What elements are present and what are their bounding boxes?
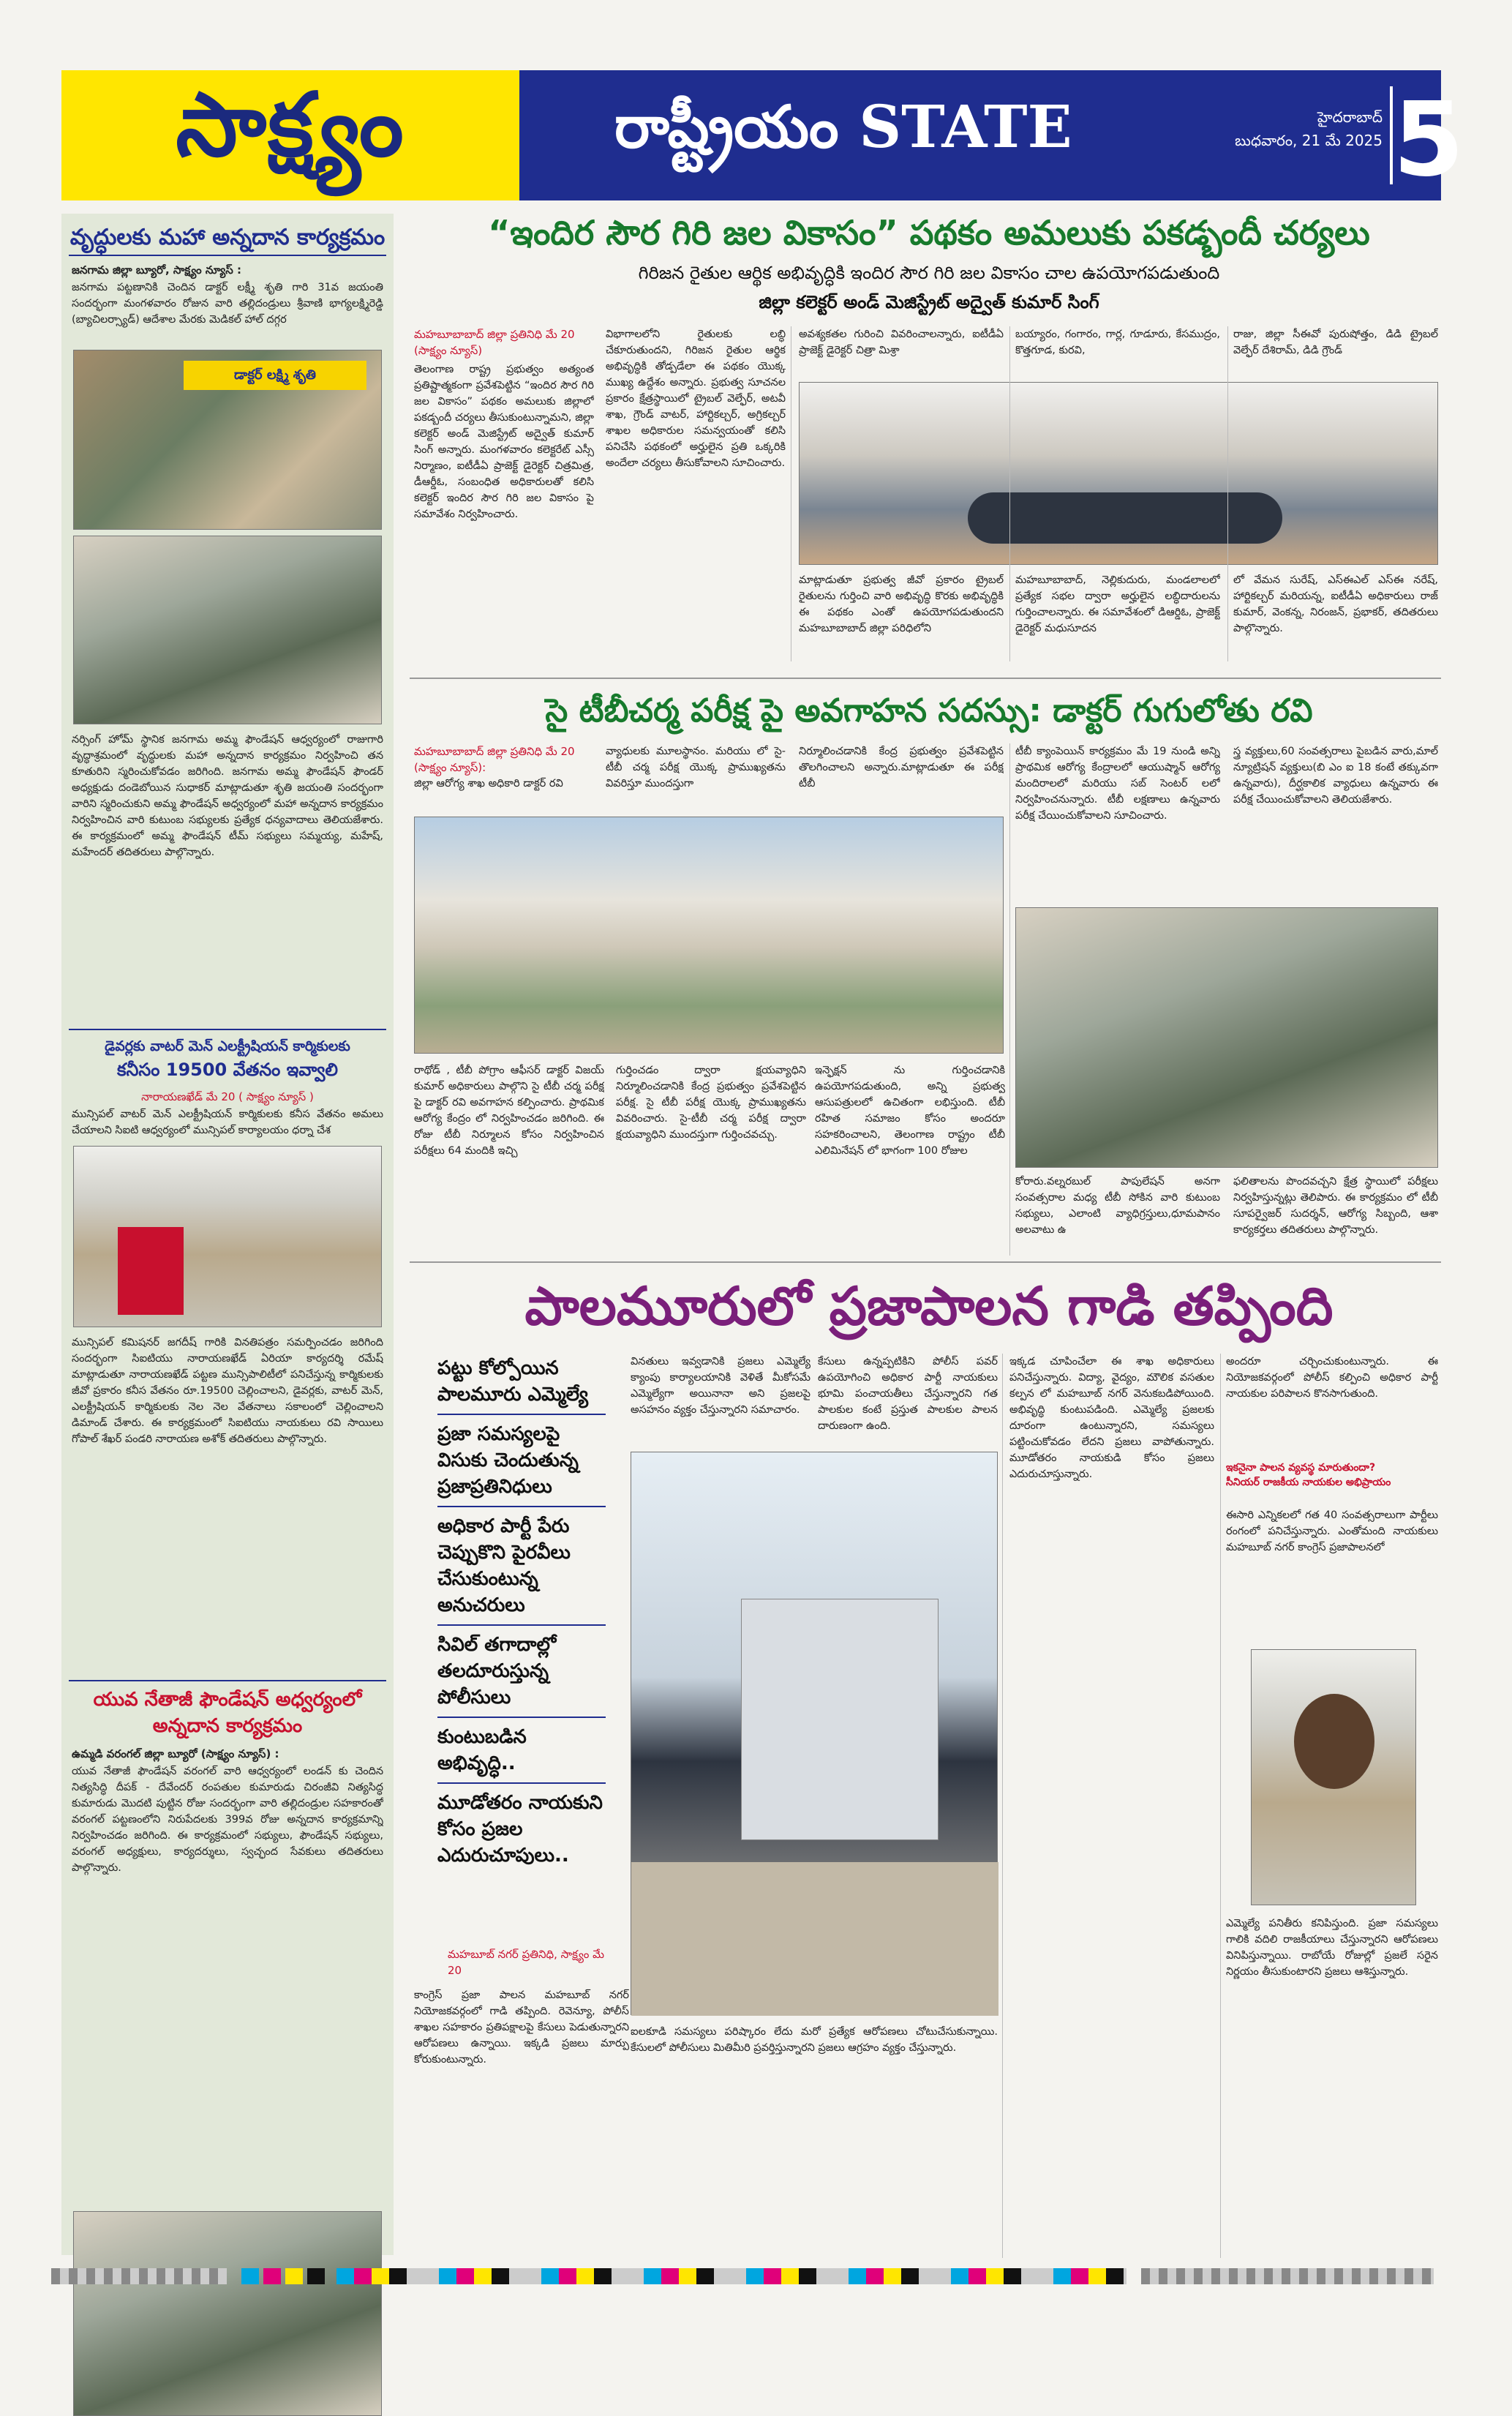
masthead-band (519, 70, 1464, 200)
ground (631, 1862, 998, 2016)
banner-text: డాక్టర్ లక్ష్మి శృతి (184, 361, 366, 390)
callout-3: అధికార పార్టీ పేరు చెప్పుకొని పైరవీలు చేసుకుంటున్న అనుచరులు (437, 1515, 571, 1616)
sidebar-story2-dateline: నారాయణఖేడ్ మే 20 ( సాక్ష్యం న్యూస్ ) (141, 1090, 314, 1103)
conference-table (968, 492, 1282, 544)
divider (410, 1261, 1441, 1263)
sidebar-story1-headline: వృద్ధులకు మహా అన్నదాన కార్యక్రమం (69, 225, 385, 250)
palamuru-building-photo (631, 1452, 998, 2015)
tb-col1: జిల్లా ఆరోగ్య శాఖ అధికారి డాక్టర్ రవి (414, 778, 563, 789)
column-rule (1002, 1354, 1003, 2258)
palamuru-col3-top: కేసులు ఉన్నప్పటికిని పోలీస్ పవర్ ఉపయోగించి అధికార పార్టీ నాయకులు భూమి పంచాయతీలు చేస్తున్నారని గత పాలకుల కంటే ప్రస్తుత పాలకుల పాలన దారుణంగా ఉంది. (818, 1356, 998, 1432)
palamuru-callout-box (437, 1355, 606, 1933)
divider (69, 1680, 386, 1681)
magenta-swatch (263, 2268, 281, 2284)
sidebar-story3-dateline: ఉమ్మడి వరంగల్ జిల్లా బ్యూరో (సాక్ష్యం న్యూస్) : (72, 1747, 279, 1760)
gray-bar (1141, 2268, 1434, 2284)
sidebar-story2-headline-2: కనీసం 19500 వేతనం ఇవ్వాలి (117, 1059, 338, 1080)
giri-headline: “ఇందిర సౌర గిరి జల వికాసం” పథకం అమలుకు పకడ్బందీ చర్యలు (488, 213, 1370, 252)
cyan-swatch (241, 2268, 259, 2284)
sidebar-story1-lead: జనగామ పట్టణానికి చెందిన డాక్టర్ లక్ష్మీ శృతి గారి 31వ జయంతి సందర్భంగా మంగళవారం రోజున వారి తల్లిదండ్రులు శ్రీవాణి భాగ్యలక్ష్మిరెడ్డి (బ్యాచిలర్స్యాడ్) ఆదేశాల మేరకు మెడికల్ హాల్ దగ్గర (72, 282, 383, 326)
column-rule (1220, 1354, 1221, 2258)
sub-box-title: ఇకనైనా పాలన వ్యవస్థ మారుతుందా? (1226, 1462, 1376, 1474)
callout-6: మూడోతరం నాయకుని కోసం ప్రజల ఎదురుచూపులు.. (437, 1792, 603, 1867)
giri-dateline: మహబూబాబాద్ జిల్లా ప్రతినిధి మే 20 (సాక్ష్యం న్యూస్) (414, 328, 575, 357)
tb-col4: టీబీ క్యాంపెయిన్ కార్యక్రమం మే 19 నుండి అన్ని ప్రాథమిక ఆరోగ్య కేంద్రాలలో ఆయుష్మాన్ ఆరోగ్య మందిరాలలో మరియు సబ్ సెంటర్ లలో నిర్వహించనున్నారు. టీబీ లక్షణాలు ఉన్నవారు పరీక్ష చేయించుకోవాలని సూచించారు. (1015, 746, 1220, 822)
giri-col1: తెలంగాణ రాష్ట్ర ప్రభుత్వం అత్యంత ప్రతిష్టాత్మకంగా ప్రవేశపెట్టిన “ఇందిర సౌర గిరి జల వికాసం” పథకం అమలుకు జిల్లాలో పకడ్బందీ చర్యలు తీసుకుంటున్నామని, జిల్లా కలెక్టర్ అండ్ మెజిస్ట్రేట్ అద్వైత్ కుమార్ సింగ్ అన్నారు. మంగళవారం కలెక్టరేట్ ఎస్సీ నిర్మాణం, ఐటీడీఏ ప్రాజెక్ట్ డైరెక్టర్ చిత్రమిత్ర, డీఆర్డీఓ, సంబంధిత అధికారులతో కలిసి కలెక్టర్ ఇందిర సౌర గిరి జల వికాసం పై సమావేశం నిర్వహించారు. (414, 364, 594, 520)
page-number: 5 (1393, 80, 1464, 200)
sidebar-story3-body: యువ నేతాజీ ఫౌండేషన్ వరంగల్ వారి ఆధ్వర్యంలో లండన్ కు చెందిన నిత్యసిద్ధి దీపక్ - దేవేందర్ రంపతుల కుమారుడు చిరంజీవి నిత్యసిద్ధ కుమారుడు మొదటి పుట్టిన రోజు సందర్భంగా వారి తల్లిదండ్రుల సహకారంతో వరంగల్ పట్టణంలోని నిరుపేదలకు 399వ రోజు అన్నదాన కార్యక్రమాన్ని నిర్వహించడం జరిగింది. ఈ కార్యక్రమంలో సభ్యులు, ఫౌండేషన్ సభ్యులు, వరంగల్ అధ్యక్షులు, కార్యదర్శులు, స్వచ్ఛంద సేవకులు తదితరులు పాల్గొన్నారు. (72, 1766, 383, 1874)
callout-divider (437, 1782, 606, 1784)
divider (69, 255, 386, 256)
palamuru-col4: ఇక్కడ చూపించేలా ఈ శాఖ అధికారులు పనిచేస్తున్నారు. విద్యా, వైద్యం, మౌలిక వసతుల కల్పన లో మహబూబ్ నగర్ వెనుకబడిపోయింది. అభివృద్ధి కుంటుపడింది. ఎమ్మెల్యే ప్రజలకు దూరంగా ఉంటున్నారని, సమస్యలు పట్టించుకోవడం లేదని ప్రజలు వాపోతున్నారు. మూడోతరం నాయకుడి కోసం ప్రజలు ఎదురుచూస్తున్నారు. (1009, 1356, 1214, 1480)
palamuru-dateline: మహబూబ్ నగర్ ప్రతినిధి, సాక్ష్యం మే 20 (448, 1948, 604, 1977)
sidebar-story2-photo (73, 1146, 382, 1327)
giri-caption1: మాట్లాడుతూ ప్రభుత్వ జీవో ప్రకారం ట్రైబల్ రైతులను గుర్తించి వారి అభివృద్ధి కొరకు అభివృద్ధికి ఈ పథకం ఎంతో ఉపయోగపడుతుందని మహబూబాబాద్ జిల్లా పరిధిలోని (799, 574, 1004, 634)
black-swatch (307, 2268, 325, 2284)
callout-divider (437, 1414, 606, 1415)
giri-meeting-photo (799, 382, 1438, 565)
palamuru-col2-left: కాంగ్రెస్ ప్రజా పాలన మహబూబ్ నగర్ నియోజకవర్గంలో గాడి తప్పింది. రెవెన్యూ, పోలీస్ శాఖల సహకారం ప్రతిపక్షాలపై కేసులు పెడుతున్నారని ఆరోపణలు ఉన్నాయి. ఇక్కడి ప్రజలు మార్పు కోరుకుంటున్నారు. (414, 1989, 629, 2066)
sidebar-story2-body: మున్సిపల్ కమిషనర్ జగదీష్ గారికి వినతిపత్రం సమర్పించడం జరిగింది సందర్భంగా సిఐటియు నారాయణఖేడ్ ఏరియా కార్యదర్శి రమేష్ మాట్లాడుతూ నారాయణఖేడ్ పట్టణ మున్సిపాలిటీలో పనిచేస్తున్న కార్మికులకు జీవో ప్రకారం కనీస వేతనం రూ.19500 చెల్లించాలని, డైవర్లకు, వాటర్ మెన్, ఎలక్ట్రీషియన్ కార్మికులకు నెల నెల వేతనాలు సకాలంలో చెల్లించాలని డిమాండ్ చేశారు. ఈ కార్యక్రమంలో సిఐటియు నాయకులు రవి సాయిలు గోపాల్ శేఖర్ పండరి నారాయణ అశోక్ తదితరులు పాల్గొన్నారు. (72, 1337, 383, 1445)
callout-4: సివిల్ తగాదాల్లో తలదూరుస్తున్న పోలీసులు (437, 1634, 557, 1708)
masthead-logo-box (61, 70, 519, 200)
column-rule (1009, 326, 1010, 661)
palamuru-sub-box (1226, 1460, 1438, 1504)
color-strip (336, 2268, 1127, 2284)
callout-2: ప్రజా సమస్యలపై విసుకు చెందుతున్న ప్రజాప్రతినిధులు (437, 1423, 579, 1498)
sidebar-story1-body: నర్సింగ్ హోమ్ స్థానిక జనగామ అమ్మ ఫౌండేషన్ ఆధ్వర్యంలో రాజుగారి వృద్ధాశ్రమంలో వృద్ధులకు మహా అన్నదాన కార్యక్రమం నిర్వహించి తన కూతురిని స్మరించుకోవడం జరిగింది. జనగామ అమ్మ ఫౌండేషన్ ఫౌండర్ అధ్యక్షుడు దండెబోయిన సుధాకర్ మాట్లాడుతూ శృతి జయంతి సందర్భంగా వారిని స్మరించుకుని అమ్మ ఫౌండేషన్ అధ్వర్యంలో మహా అన్నదాన కార్యక్రమం నిర్వహించిన వారి కుటుంబ సభ్యులకు ప్రత్యేక ధన్యవాదాలు తెలియజేశారు. ఈ కార్యక్రమంలో అమ్మ ఫౌండేషన్ టీమ్ సభ్యులు సమ్మయ్య, మహేష్, మహేందర్ తదితరులు పాల్గొన్నారు. (72, 734, 383, 858)
tb-group-photo (414, 817, 1004, 1054)
newspaper-logo: సాక్ష్యం (176, 73, 405, 176)
sub-box-line: సీనియర్ రాజకీయ నాయకుల అభిప్రాయం (1226, 1477, 1391, 1488)
column-rule (1009, 743, 1010, 1256)
sidebar-story2-lead: మున్సిపల్ వాటర్ మెన్ ఎలక్ట్రీషియన్ కార్మికులకు కనీస వేతనం అమలు చేయాలని సిఐటి ఆధ్వర్యంలో మున్సిపల్ కార్యాలయం ధర్నా చేశ (72, 1108, 383, 1136)
tb-row2-col1: రాథోడ్ , టీబీ పోగ్రాం ఆఫీసర్ డాక్టర్ విజయ్ కుమార్ అధికారులు పాల్గొని సై టీబీ చర్మ పరీక్ష పై డాక్టర్ రవి అవగాహన కల్పించారు. ప్రాథమిక ఆరోగ్య కేంద్రం లో నిర్వహించడం జరిగింది. ఈ రోజు టీబీ నిర్మూలన కోసం నిర్వహించిన పరీక్షలు 64 మందికి ఇచ్చి (414, 1065, 604, 1157)
palamuru-col2-top: వినతులు ఇవ్వడానికి ప్రజలు ఎమ్మెల్యే క్యాంపు కార్యాలయానికి వెళితే మీకోసమే ఎమ్మెల్యేగా అయినానా అని ప్రజలపై అసహనం వ్యక్తం చేస్తున్నారని సమాచారం. (631, 1356, 810, 1416)
divider (410, 678, 1441, 679)
gray-bar (51, 2268, 227, 2284)
portrait-face (1294, 1694, 1374, 1789)
palamuru-col5-top: అందరూ చర్చించుకుంటున్నారు. ఈ నియోజకవర్గంలో పోలీస్ కల్పించి అధికార పార్టీ నాయకుల పరిపాలన కొనసాగుతుంది. (1226, 1356, 1438, 1400)
tb-row2-col2: గుర్తించడం ద్వారా క్షయవ్యాధిని నిర్మూలించడానికి కేంద్ర ప్రభుత్వం ప్రవేశపెట్టిన పరీక్ష. సై టీబీ పరీక్ష యొక్క ప్రాముఖ్యతను వివరించారు. సై-టీబీ చర్మ పరీక్ష ద్వారా క్షయవ్యాధిని ముందస్తుగా గుర్తించవచ్చు. (616, 1065, 806, 1141)
section-title: రాష్ట్రీయం STATE (614, 92, 1072, 161)
building (741, 1599, 939, 1840)
giri-subhead-2: జిల్లా కలెక్టర్ అండ్ మెజిస్ట్రేట్ అద్వైత్ కుమార్ సింగ్ (759, 292, 1099, 312)
palamuru-col5-mid: ఈసారి ఎన్నికలలో గత 40 సంవత్సరాలుగా పార్టీలు రంగంలో పనిచేస్తున్నారు. ఎంతోమంది నాయకులు మహబూబ్ నగర్ కాంగ్రెస్ ప్రజాపాలనలో (1226, 1509, 1438, 1553)
giri-caption2: మహబూబాబాద్, నెల్లికుదురు, మండలాలలో ప్రత్యేక సభల ద్వారా అర్హులైన లబ్ధిదారులను గుర్తించాలన్నారు. ఈ సమావేశంలో డిఆర్డిఓ, ప్రాజెక్ట్ డైరెక్టర్ మధుసూదన (1015, 574, 1220, 634)
callout-1: పట్టు కోల్పోయిన పాలమూరు ఎమ్మెల్యే (437, 1357, 589, 1406)
tb-headline: సై టీబీచర్మ పరీక్ష పై అవగాహన సదస్సు: డాక్టర్ గుగులోతు రవి (545, 692, 1313, 729)
sidebar-story3-photo (73, 2211, 382, 2416)
giri-col3: అవశ్యకతల గురించి వివరించాలన్నారు, ఐటీడీఏ ప్రాజెక్ట్ డైరెక్టర్ చిత్రా మిశ్రా (799, 329, 1004, 356)
sidebar-story1-dateline: జనగామ జిల్లా బ్యూరో, సాక్ష్యం న్యూస్ : (72, 263, 241, 277)
tb-row2-col3: ఇన్ఫెక్షన్ ను గుర్తించడానికి ఉపయోగపడుతుంది, అన్ని ప్రభుత్వ ఆసుపత్రులలో ఉచితంగా లభిస్తుంది. టీబీ రహిత సమాజం కోసం అందరూ సహకరించాలని, తెలంగాణ రాష్ట్రం టీబీ ఎలిమినేషన్ లో భాగంగా 100 రోజుల (815, 1065, 1005, 1157)
print-color-bar (0, 2268, 1512, 2297)
sidebar-story3-headline-2: అన్నదాన కార్యక్రమం (152, 1715, 303, 1737)
palamuru-col5-bottom: ఎమ్మెల్యే పనితీరు కనిపిస్తుంది. ప్రజా సమస్యలు గాలికి వదిలి రాజకీయాలు చేస్తున్నారని ఆరోపణలు వినిపిస్తున్నాయి. రాబోయే రోజుల్లో ప్రజలే సరైన నిర్ణయం తీసుకుంటారని ప్రజలు ఆశిస్తున్నారు. (1226, 1918, 1438, 1978)
giri-caption3: లో వేమన సురేష్, ఎస్ఈఎల్ ఎస్ఈ నరేష్, హార్టికల్చర్ మరియన్న, ఐటీడీఏ అధికారులు రాజ్ కుమార్, వెంకన్న, నిరంజన్, ప్రభాకర్, తదితరులు పాల్గొన్నారు. (1233, 574, 1438, 634)
tb-dateline: మహబూబాబాద్ జిల్లా ప్రతినిధి మే 20 (సాక్ష్యం న్యూస్): (414, 745, 575, 774)
callout-divider (437, 1624, 606, 1626)
tb-col5: స్త్ర వ్యక్తులు,60 సంవత్సరాలు పైబడిన వారు,మాల్ న్యూట్రిషన్ వ్యక్తులు(బి ఎం ఐ 18 కంటే తక్కువగా ఉన్నవారు), దీర్ఘకాలిక వ్యాధులు ఉన్నవారు ఈ పరీక్ష చేయించుకోవాలని తెలియజేశారు. (1233, 746, 1438, 806)
callout-divider (437, 1717, 606, 1718)
column-rule (1227, 326, 1228, 661)
sidebar-story1-photo2 (73, 536, 382, 724)
giri-col4: బయ్యారం, గంగారం, గార్ల, గూడూరు, కేసముద్రం, కొత్తగూడ, కురవి, (1015, 329, 1220, 356)
palamuru-headline: పాలమూరులో ప్రజాపాలన గాడి తప్పింది (524, 1275, 1334, 1337)
tb-row2-col5: ఫలితాలను పొందవచ్చని క్షేత్ర స్థాయిలో పరీక్షలు నిర్వహిస్తున్నట్లు తెలిపారు. ఈ కార్యక్రమం లో టీబీ సూపర్వైజర్ సుదర్శన్, ఆరోగ్య సిబ్బంది, ఆశా కార్యకర్తలు తదితరులు పాల్గొన్నారు. (1233, 1176, 1438, 1236)
sidebar-story2-headline-1: డైవర్లకు వాటర్ మెన్ ఎలక్ట్రీషియన్ కార్మికులకు (105, 1038, 350, 1054)
yellow-swatch (285, 2268, 303, 2284)
giri-col5: రాజు, జిల్లా సీఈవో పురుషోత్తం, డిడి ట్రైబల్ వెల్ఫేర్ దేశిరామ్, డిడి గ్రౌండ్ (1233, 329, 1438, 356)
sidebar-story1-photo1 (73, 350, 382, 530)
callout-divider (437, 1506, 606, 1507)
tb-col3: నిర్మూలించడానికి కేంద్ర ప్రభుత్వం ప్రవేశపెట్టిన తొలగించాలని అన్నారు.మాట్లాడుతూ ఈ పరీక్ష టీబీ (799, 746, 1004, 789)
tb-field-photo (1015, 907, 1438, 1168)
palamuru-col2-bottom: ఐలకూడి సమస్యలు పరిష్కారం లేదు మరో ప్రత్యేక ఆరోపణలు చోటుచేసుకున్నాయి. కేసులలో పోలీసులు మితిమీరి ప్రవర్తిస్తున్నారని ప్రజలు ఆగ్రహం వ్యక్తం చేస్తున్నారు. (631, 2026, 998, 2054)
sidebar-column (61, 214, 394, 2255)
tb-col2: వ్యాధులకు మూలస్థానం. మరియు లో సై-టీబీ చర్మ పరీక్ష యొక్క ప్రాముఖ్యతను వివరిస్తూ ముందస్తుగా (606, 746, 786, 789)
senior-leader-photo (1251, 1649, 1416, 1905)
citu-flag (118, 1227, 184, 1315)
tb-row2-col4: కోరారు.వల్నరబుల్ పాపులేషన్ అనగా సంవత్సరాల మధ్య టీబీ సోకిన వారి కుటుంబ సభ్యులు, ఎలాంటి వ్యాధిగ్రస్తులు,ధూమపానం అలవాటు ఉ (1015, 1176, 1220, 1236)
divider (69, 1029, 386, 1030)
dateline-date: బుధవారం, 21 మే 2025 (1235, 132, 1383, 149)
dateline-city: హైదరాబాద్ (1317, 108, 1383, 126)
giri-col2: విభాగాలలోని రైతులకు లబ్ధి చేకూరుతుందని, గిరిజన రైతుల ఆర్థిక అభివృద్ధికి తోడ్పడేలా ఈ పథకం యొక్క ముఖ్య ఉద్దేశం అన్నారు. ప్రభుత్వ సూచనల ప్రకారం క్షేత్రస్థాయిలో ట్రైబల్ వెల్ఫేర్, అటవీ శాఖ, గ్రౌండ్ వాటర్, హార్టికల్చర్, అగ్రికల్చర్ శాఖల అధికారుల సమన్వయంతో కలిసి పనిచేసి పథకంలో అర్హులైన ప్రతి ఒక్కరికి అందేలా చర్యలు తీసుకోవాలని సూచించారు. (606, 329, 786, 469)
callout-5: కుంటుబడిన అభివృద్ధి.. (437, 1726, 527, 1774)
giri-subhead-1: గిరిజన రైతుల ఆర్థిక అభివృద్ధికి ఇందిర సౌర గిరి జల వికాసం చాల ఉపయోగపడుతుంది (638, 263, 1220, 283)
sidebar-story3-headline-1: యువ నేతాజీ ఫౌండేషన్ అధ్వర్యంలో (93, 1689, 362, 1711)
